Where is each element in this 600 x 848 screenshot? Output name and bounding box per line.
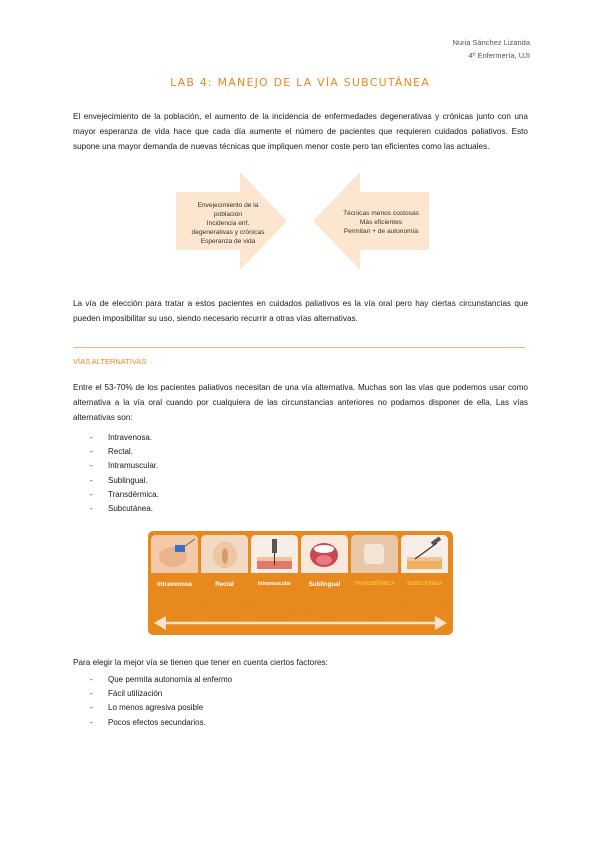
tile-intravenous: [151, 535, 198, 611]
tile-intramuscular: [251, 535, 298, 611]
intro-paragraph: El envejecimiento de la población, el aumento de la incidencia de enfermedades degenerativas y crónicas junto con una mayor esperanza de vida hace que cada día aumente el número de pacientes que requieren cuidados paliativos. Esto supone una mayor demanda de nuevas técnicas que impliquen menor coste pero tan eficientes como las actuales.: [73, 112, 528, 151]
syringe-muscle-icon: [251, 535, 298, 573]
tile-label: Intramuscular: [257, 581, 292, 587]
tile-sublingual: [301, 535, 348, 611]
skin-patch-icon: [351, 535, 398, 573]
oral-route-paragraph: La vía de elección para tratar a estos pacientes en cuidados paliativos es la vía oral pero hay ciertas circunstancias que pueden imposibilitar su uso, siendo necesario recurrir a otras vías alternativas.: [73, 299, 528, 323]
alternatives-paragraph: Entre el 53-70% de los pacientes paliativos necesitan de una vía alternativa. Muchas son las vías que podemos usar como alternativa a la vía oral cuando por cualquiera de las circunstancias anteriores no podamos disponer de ella. Las vías alternativas son:: [73, 383, 528, 422]
list-item: - Intramuscular.: [90, 461, 159, 471]
tile-rectal: [201, 535, 248, 611]
list-item: - Subcutánea.: [90, 504, 153, 514]
tile-label: SUBCUTÁNEA: [407, 581, 442, 587]
list-item: - Pocos efectos secundarios.: [90, 717, 206, 727]
list-item: - Que permita autonomía al enfermo: [90, 675, 233, 684]
tile-transdermal: [351, 535, 398, 611]
section-heading: VÍAS ALTERNATIVAS: [73, 357, 147, 366]
tile-label: Intravenosa: [157, 581, 192, 588]
routes-list: [90, 431, 159, 516]
header: [452, 36, 530, 62]
suppository-icon: [201, 535, 248, 573]
factors-intro: Para elegir la mejor vía se tienen que tener en cuenta ciertos factores:: [73, 658, 328, 667]
author-name: Nuria Sánchez Lizanda: [452, 38, 530, 47]
mouth-icon: [301, 535, 348, 573]
list-item: - Transdérmica.: [90, 489, 159, 499]
tile-label: TRANSDÉRMICA: [354, 581, 395, 587]
double-arrow-icon: [154, 615, 447, 631]
section-divider: [73, 347, 525, 348]
page-title: LAB 4: MANEJO DE LA VÍA SUBCUTÁNEA: [170, 76, 430, 89]
course-name: 4º Enfermería, UJI: [468, 51, 530, 60]
factors-list: [90, 673, 232, 730]
tile-label: Sublingual: [308, 581, 341, 588]
tile-subcutaneous: [401, 535, 448, 611]
tile-label: Rectal: [215, 581, 234, 588]
subcutaneous-syringe-icon: [401, 535, 448, 573]
list-item: - Sublingual.: [90, 475, 148, 485]
list-item: - Lo menos agresiva posible: [90, 703, 204, 713]
list-item: - Fácil utilización: [90, 689, 163, 699]
right-arrow-text: Técnicas menos costosas Más eficientes Permitan + de autonomía: [343, 210, 419, 235]
list-item: - Intravenosa.: [90, 433, 153, 442]
left-arrow-text: Envejecimiento de la población Incidencia enf. degenerativas y crónicas Esperanza de vida: [191, 202, 265, 245]
arm-iv-icon: [151, 535, 198, 573]
list-item: - Rectal.: [90, 447, 133, 457]
routes-graphic: [148, 531, 453, 635]
